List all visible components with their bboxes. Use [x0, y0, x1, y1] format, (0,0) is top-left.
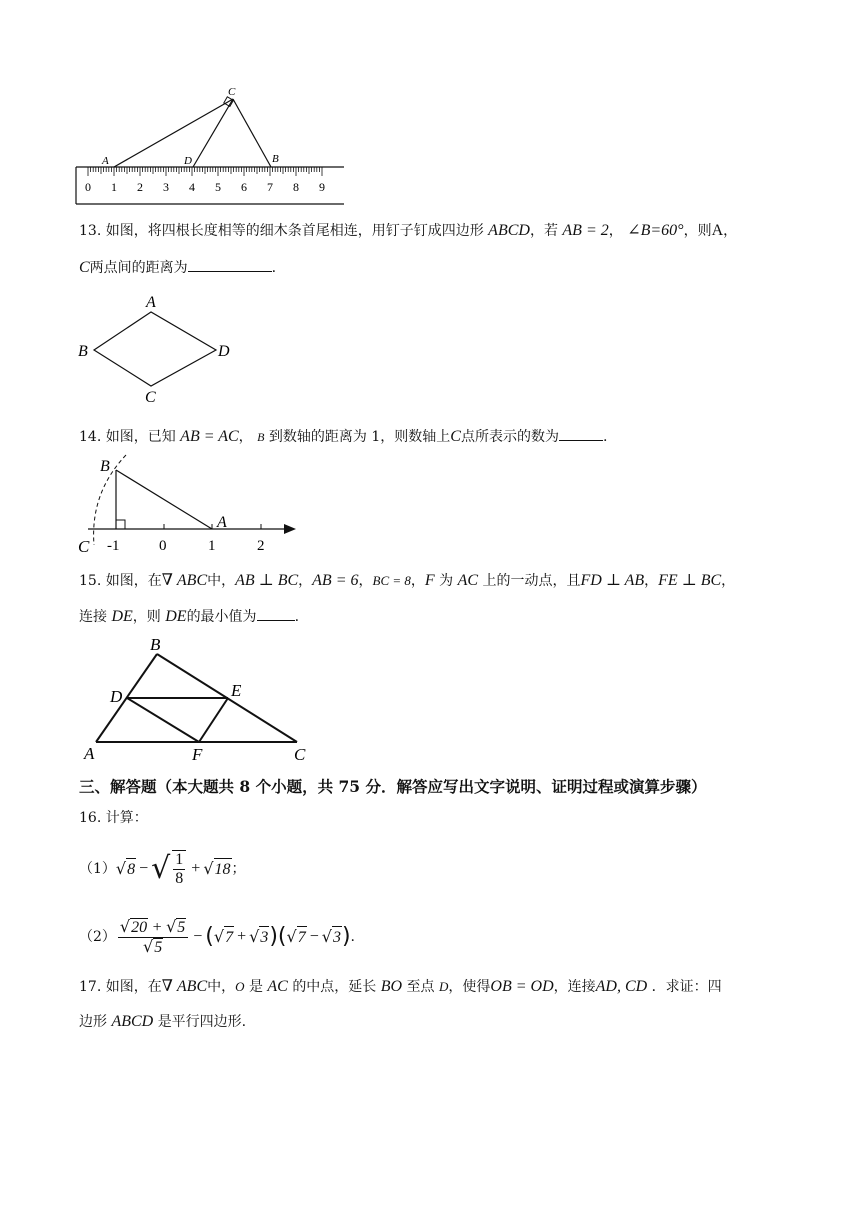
q13-line2: C两点间的距离为 .: [79, 255, 276, 279]
label-D: D: [110, 687, 123, 706]
label-A: A: [217, 514, 227, 531]
q16-title: 16. 计算：: [79, 810, 148, 826]
label-B: B: [78, 343, 88, 360]
label-B: B: [150, 635, 161, 654]
ruler-ticks: [76, 167, 344, 204]
ruler-tick-label: 2: [137, 180, 143, 194]
ruler-tick-label: 3: [163, 180, 169, 194]
segment-DF: [127, 698, 199, 742]
ruler-tick-label: 9: [319, 180, 325, 194]
numberline-figure: [76, 453, 301, 558]
label-B: B: [272, 153, 279, 165]
label-A: A: [102, 155, 109, 167]
tick-label-1: 1: [208, 538, 216, 554]
q17-line2: 边形 ABCD 是平行四边形.: [79, 1013, 247, 1030]
ruler-tick-label: 4: [189, 180, 195, 194]
rhombus-ABCD: [94, 312, 216, 386]
label-F: F: [192, 745, 203, 764]
segment-DC: [193, 99, 233, 167]
label-B: B: [100, 458, 110, 475]
right-angle-mark: [116, 520, 125, 529]
ruler-tick-label: 8: [293, 180, 299, 194]
axis-arrow: [284, 524, 296, 534]
compass-arc: [94, 455, 126, 545]
q13-line1: 13. 如图，将四根长度相等的细木条首尾相连，用钉子钉成四边形 ABCD，若 AB = 2， ∠B=60°，则A，: [79, 222, 738, 239]
ruler-tick-label: 5: [215, 180, 221, 194]
answer-blank-13: [188, 255, 272, 272]
rhombus-figure: [74, 292, 244, 404]
label-C: C: [294, 745, 306, 764]
label-A: A: [84, 744, 95, 763]
ruler-tick-label: 6: [241, 180, 247, 194]
segment-BA: [116, 470, 212, 529]
tick-label-neg1: -1: [107, 538, 120, 554]
label-C: C: [78, 537, 90, 556]
section-heading: 三、解答题（本大题共 8 个小题，共 75 分．解答应写出文字说明、证明过程或演算步骤）: [79, 777, 707, 796]
q15-line1: 15. 如图，在∇ ABC中，AB ⊥ BC，AB = 6，BC = 8，F 为 AC 上的一动点，且FD ⊥ AB，FE ⊥ BC，: [79, 572, 736, 589]
label-D: D: [218, 343, 230, 360]
tick-label-2: 2: [257, 538, 265, 554]
ruler-tick-label: 1: [111, 180, 117, 194]
label-A: A: [146, 294, 156, 311]
answer-blank-15: [257, 604, 295, 621]
label-C: C: [145, 389, 156, 406]
segment-CB: [233, 99, 271, 167]
label-E: E: [231, 681, 242, 700]
triangle-figure: [82, 634, 322, 766]
ruler-tick-label: 7: [267, 180, 273, 194]
q16-part1: （1） √ 8 − √ $\frac{1}{8}$ + √ 18 ；: [79, 851, 246, 887]
label-C: C: [228, 86, 236, 98]
label-D: D: [184, 155, 192, 167]
q14-line: 14. 如图，已知 AB = AC， B 到数轴的距离为 1，则数轴上C点所表示的数为 .: [79, 424, 607, 448]
segment-AC: [114, 99, 233, 167]
q15-line2: 连接 DE，则 DE的最小值为 .: [79, 604, 299, 628]
ruler-figure: [76, 86, 348, 204]
tick-label-0: 0: [159, 538, 167, 554]
ruler-tick-label: 0: [85, 180, 91, 194]
q17-line1: 17. 如图，在∇ ABC中，O 是 AC 的中点，延长 BO 至点 D，使得OB = OD，连接AD, CD ．求证：四: [79, 978, 722, 995]
segment-FE: [199, 698, 228, 742]
answer-blank-14: [559, 424, 603, 441]
q16-part2: （2） $\frac{√20 + √5}{√5}$ − ( √ 7 + √ 3 ) ( √ 7 − √ 3 ) .: [79, 916, 355, 956]
